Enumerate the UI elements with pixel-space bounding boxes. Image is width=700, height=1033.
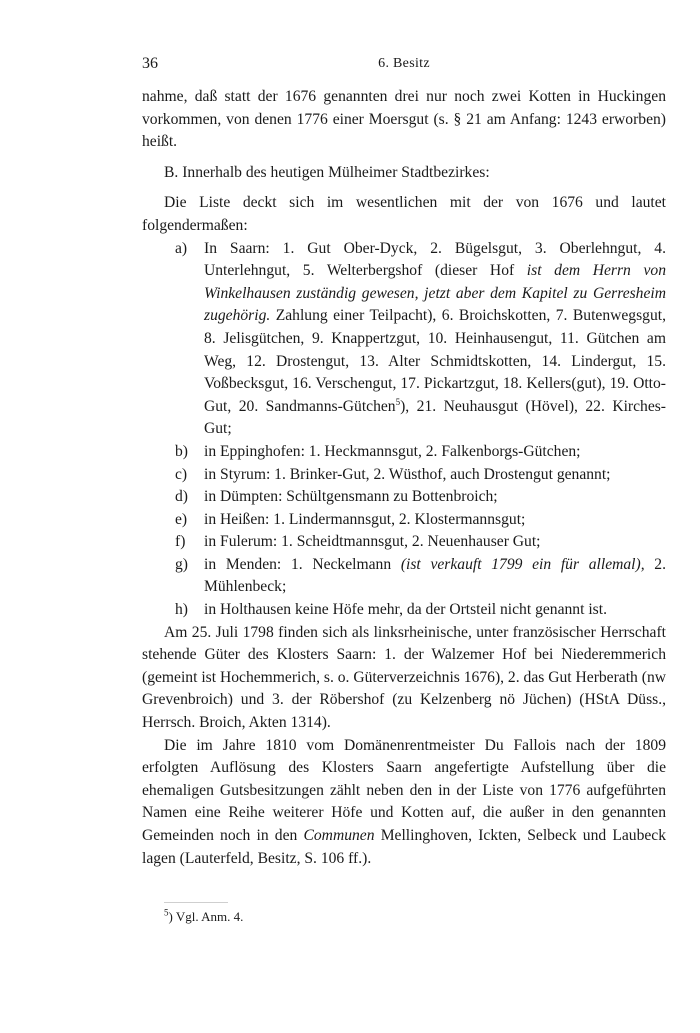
list-item: [142, 486, 666, 509]
list-item: [142, 554, 666, 599]
list-text: in Dümpten: Schültgensmann zu Bottenbroich;: [204, 488, 498, 506]
list-text: in Menden: 1. Neckelmann: [204, 555, 401, 573]
list-marker: b): [175, 442, 188, 460]
list-text-italic: (ist verkauft 1799 ein für allemal),: [400, 555, 645, 573]
page-number: 36: [142, 55, 158, 72]
list-text: In Saarn: 1. Gut Ober-Dyck, 2. Bügelsgut, 3. Oberlehngut, 4. Unterlehngut, 5. Welterbergshof (dieser Hof: [204, 239, 666, 280]
paragraph-text: Die im Jahre 1810 vom Domänenrentmeister Du Fallois nach der 1809 erfolgten Auflösung des Klosters Saarn angefertigte Aufstellung über die ehemaligen Gutsbesitzungen zählt neben den in der Liste von 1776 aufgeführten Namen eine Reihe weiterer Höfe und Kotten auf, die außer in den genannten Gemeinden noch in den: [142, 736, 666, 844]
footnote-divider: [164, 902, 228, 903]
footnote: [164, 909, 243, 925]
list-marker: g): [175, 555, 188, 573]
body-text: [142, 86, 666, 870]
list-text: Zahlung einer Teilpacht), 6. Broichskotten, 7. Butenwegsgut, 8. Jelisgütchen, 9. Knappertzgut, 10. Heinhausengut, 11. Gütchen am Weg, 12. Drostengut, 13. Alter Schmidtskotten, 14. Lindergut, 15. Voßbecksgut, 16. Verschengut, 17. Pickartzgut, 18. Kellers(gut), 19. Otto-Gut, 20. Sandmanns-Gütchen: [204, 307, 666, 415]
list-marker: c): [175, 465, 188, 483]
paragraph-1798: Am 25. Juli 1798 finden sich als linksrheinische, unter französischer Herrschaft stehende Güter des Klosters Saarn: 1. der Walzemer Hof bei Niederemmerich (gemeint ist Hochemmerich, s. o. Güterverzeichnis 1676), 2. das Gut Herberath (nw Grevenbroich) und 3. der Röbershof (zu Kelzenberg nö Jüchen) (HStA Düss., Herrsch. Broich, Akten 1314).: [142, 623, 666, 732]
paragraph-intro: nahme, daß statt der 1676 genannten drei nur noch zwei Kotten in Huckingen vorkommen, von denen 1776 einer Moersgut (s. § 21 am Anfang: 1243 erworben) heißt.: [142, 88, 666, 151]
list-item: [142, 441, 666, 464]
paragraph-text: Mellinghoven, Ickten, Selbeck und Laubeck lagen (Lauterfeld, Besitz, S. 106 ff.).: [142, 827, 667, 867]
paragraph-1810: [142, 735, 666, 871]
list-item: [142, 531, 666, 554]
list-marker: f): [175, 533, 186, 551]
list-item: [142, 238, 666, 441]
list-item: [142, 509, 666, 532]
footnote-text: ) Vgl. Anm. 4.: [168, 909, 244, 924]
list-item: [142, 464, 666, 487]
footnote-marker: 5: [164, 907, 169, 918]
list-text-italic: ist dem Herrn von Winkelhausen zuständig gewesen, jetzt aber dem Kapitel zu Gerresheim zugehörig.: [204, 262, 666, 325]
running-head: [142, 55, 666, 77]
section-heading-b: B. Innerhalb des heutigen Mülheimer Stadtbezirkes:: [164, 163, 490, 181]
list-marker: a): [175, 239, 188, 257]
chapter-title: 6. Besitz: [378, 56, 430, 71]
list-marker: h): [175, 601, 188, 619]
list-text: ), 21. Neuhausgut (Hövel), 22. Kirches-Gut;: [204, 397, 667, 438]
footnote-reference: 5: [395, 396, 401, 407]
list-marker: d): [175, 488, 188, 506]
list-text: in Styrum: 1. Brinker-Gut, 2. Wüsthof, auch Drostengut genannt;: [204, 465, 611, 483]
paragraph-text-italic: Communen: [303, 827, 375, 844]
paragraph-list-intro: Die Liste deckt sich im wesentlichen mit der von 1676 und lautet folgendermaßen:: [142, 194, 666, 234]
list-text: in Heißen: 1. Lindermannsgut, 2. Klostermannsgut;: [204, 510, 526, 528]
list-text: in Eppinghofen: 1. Heckmannsgut, 2. Falkenborgs-Gütchen;: [204, 442, 581, 460]
list-text: in Fulerum: 1. Scheidtmannsgut, 2. Neuenhauser Gut;: [204, 533, 541, 551]
list-text: in Holthausen keine Höfe mehr, da der Ortsteil nicht genannt ist.: [204, 601, 607, 619]
list-marker: e): [175, 510, 188, 528]
list-text: 2. Mühlenbeck;: [204, 555, 666, 596]
estate-list: [142, 238, 666, 622]
list-item: [142, 599, 666, 622]
